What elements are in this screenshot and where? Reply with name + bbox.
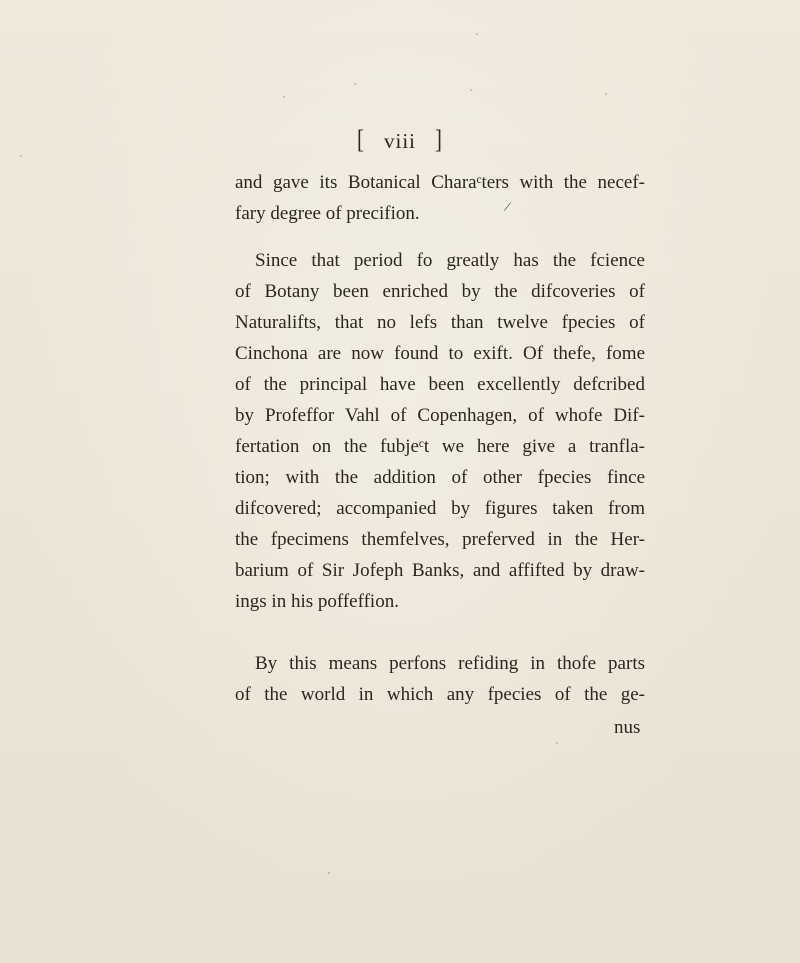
text-line: of the world in which any fpecies of the ge- [235, 684, 645, 705]
text-line: ings in his poffeffion. [235, 591, 399, 612]
text-line: by Profeffor Vahl of Copenhagen, of whofe Dif- [235, 405, 645, 426]
text-line: Cinchona are now found to exift. Of thefe, fome [235, 343, 645, 364]
paper-speck [354, 83, 356, 85]
header-bracket-close: ] [435, 125, 443, 154]
paper-speck [283, 96, 285, 98]
text-line: tion; with the addition of other fpecies fince [235, 467, 645, 488]
text-line: of the principal have been excellently defcribed [235, 374, 645, 395]
page-number: viii [383, 129, 416, 153]
paper-speck [605, 93, 607, 95]
text-line: barium of Sir Jofeph Banks, and affifted by draw- [235, 560, 645, 581]
text-line: Naturalifts, that no lefs than twelve fpecies of [235, 312, 645, 333]
text-line: fertation on the fubjeᶜt we here give a tranfla- [235, 436, 645, 457]
paragraph-3 [235, 648, 645, 710]
catchword: nus [614, 717, 641, 738]
paragraph-1 [235, 167, 645, 229]
text-line: Since that period fo greatly has the fcience [255, 250, 645, 271]
paper-speck [470, 89, 472, 91]
paper-speck [556, 742, 558, 744]
paper-speck [476, 33, 478, 35]
page-header [0, 125, 800, 156]
text-line: and gave its Botanical Charaᶜters with the necef- [235, 172, 645, 193]
text-line: fary degree of precifion. [235, 203, 420, 224]
paragraph-2 [235, 245, 645, 617]
text-line: By this means perfons refiding in thofe parts [255, 653, 645, 674]
text-line: of Botany been enriched by the difcoveries of [235, 281, 645, 302]
text-line: difcovered; accompanied by figures taken from [235, 498, 645, 519]
margin-mark: / [502, 199, 512, 216]
header-bracket-open: [ [357, 125, 365, 154]
paper-speck [328, 872, 330, 874]
text-line: the fpecimens themfelves, preferved in the Her- [235, 529, 645, 550]
